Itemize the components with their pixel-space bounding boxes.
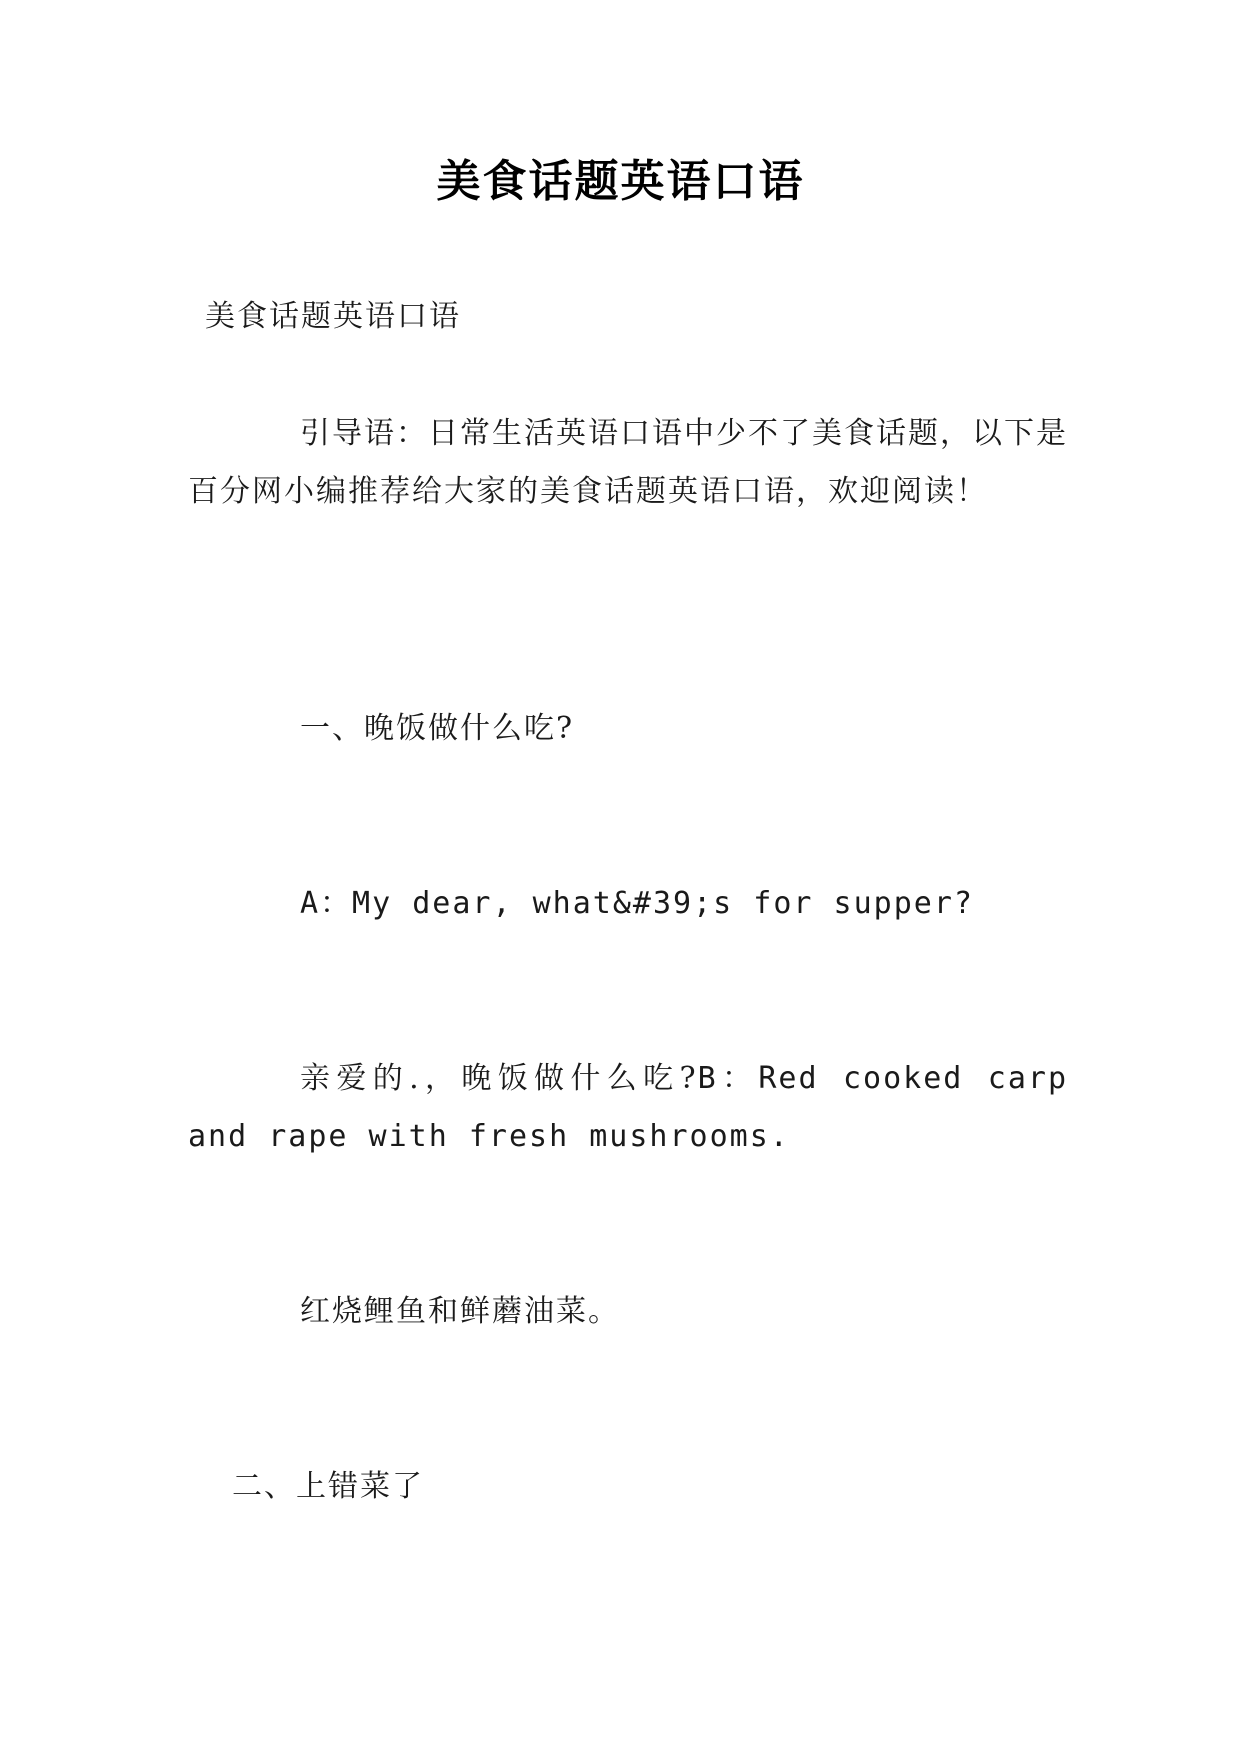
dialogue-b-chinese: 亲爱的.，晚饭做什么吃? bbox=[300, 1061, 698, 1096]
dialogue-line-b bbox=[188, 1050, 1068, 1166]
intro-paragraph: 引导语：日常生活英语口语中少不了美食话题，以下是百分网小编推荐给大家的美食话题英语口语，欢迎阅读！ bbox=[188, 416, 1068, 509]
dialogue-translation: 红烧鲤鱼和鲜蘑油菜。 bbox=[300, 1294, 620, 1329]
dialogue-line-a: A：My dear, what&#39;s for supper? bbox=[300, 886, 974, 921]
dialogue-b-english: B：Red cooked carp and rape with fresh mushrooms. bbox=[188, 1061, 1068, 1154]
document-subtitle: 美食话题英语口语 bbox=[205, 299, 461, 334]
document-title: 美食话题英语口语 bbox=[436, 156, 805, 207]
section-heading-2: 二、上错菜了 bbox=[232, 1469, 424, 1504]
section-heading-1: 一、晚饭做什么吃? bbox=[300, 711, 575, 746]
